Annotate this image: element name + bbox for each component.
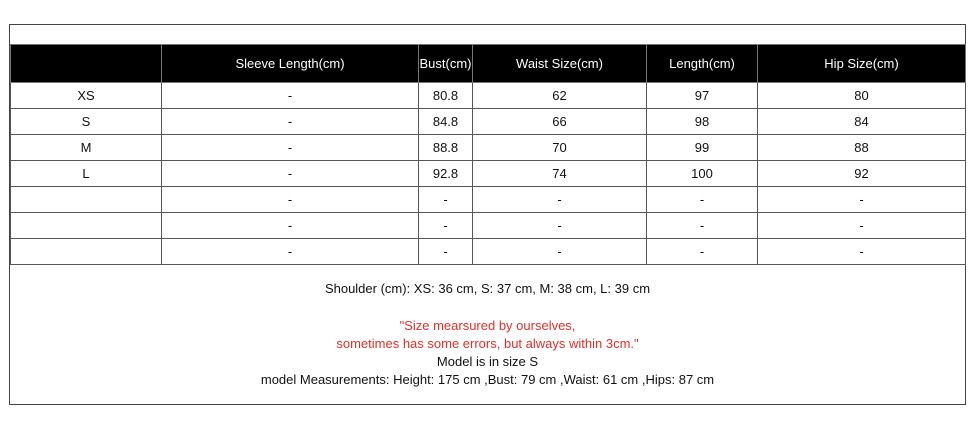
cell-length: 98 <box>647 109 758 135</box>
cell-sleeve-length: - <box>162 213 419 239</box>
table-row <box>11 213 966 239</box>
cell-size: M <box>11 135 162 161</box>
cell-size <box>11 187 162 213</box>
cell-bust: 80.8 <box>419 83 473 109</box>
cell-sleeve-length: - <box>162 161 419 187</box>
table-row <box>11 109 966 135</box>
size-table <box>10 44 966 265</box>
header-hip-size: Hip Size(cm) <box>758 45 966 83</box>
shoulder-measurements: Shoulder (cm): XS: 36 cm, S: 37 cm, M: 38 cm, L: 39 cm <box>324 281 651 296</box>
disclaimer-line-1: "Size mearsured by ourselves, <box>399 318 576 333</box>
cell-bust: 92.8 <box>419 161 473 187</box>
cell-hip-size: - <box>758 239 966 265</box>
header-bust: Bust(cm) <box>419 45 473 83</box>
cell-sleeve-length: - <box>162 135 419 161</box>
cell-length: 97 <box>647 83 758 109</box>
cell-size: S <box>11 109 162 135</box>
cell-waist-size: 66 <box>473 109 647 135</box>
cell-waist-size: - <box>473 213 647 239</box>
cell-length: - <box>647 239 758 265</box>
cell-length: - <box>647 187 758 213</box>
cell-sleeve-length: - <box>162 187 419 213</box>
size-notes <box>10 263 965 389</box>
header-waist-size: Waist Size(cm) <box>473 45 647 83</box>
cell-hip-size: 92 <box>758 161 966 187</box>
cell-hip-size: - <box>758 187 966 213</box>
cell-waist-size: - <box>473 187 647 213</box>
cell-bust: 84.8 <box>419 109 473 135</box>
cell-sleeve-length: - <box>162 83 419 109</box>
cell-waist-size: - <box>473 239 647 265</box>
cell-waist-size: 62 <box>473 83 647 109</box>
model-measurements: model Measurements: Height: 175 cm ,Bust: 79 cm ,Waist: 61 cm ,Hips: 87 cm <box>260 372 715 387</box>
cell-bust: - <box>419 213 473 239</box>
cell-length: 99 <box>647 135 758 161</box>
cell-size <box>11 213 162 239</box>
cell-bust: - <box>419 239 473 265</box>
header-sleeve-length: Sleeve Length(cm) <box>162 45 419 83</box>
cell-waist-size: 74 <box>473 161 647 187</box>
model-size: Model is in size S <box>436 354 539 369</box>
table-row <box>11 239 966 265</box>
table-row <box>11 187 966 213</box>
table-header-row <box>11 45 966 83</box>
disclaimer-line-2: sometimes has some errors, but always within 3cm." <box>336 336 639 351</box>
cell-size: XS <box>11 83 162 109</box>
table-row <box>11 135 966 161</box>
size-chart-frame <box>9 24 966 405</box>
cell-hip-size: - <box>758 213 966 239</box>
cell-bust: 88.8 <box>419 135 473 161</box>
table-row <box>11 83 966 109</box>
cell-sleeve-length: - <box>162 239 419 265</box>
measurement-disclaimer <box>10 317 965 353</box>
cell-length: 100 <box>647 161 758 187</box>
cell-size: L <box>11 161 162 187</box>
cell-sleeve-length: - <box>162 109 419 135</box>
cell-hip-size: 80 <box>758 83 966 109</box>
table-row <box>11 161 966 187</box>
header-size-label <box>11 45 162 83</box>
cell-hip-size: 84 <box>758 109 966 135</box>
header-length: Length(cm) <box>647 45 758 83</box>
cell-bust: - <box>419 187 473 213</box>
cell-hip-size: 88 <box>758 135 966 161</box>
cell-length: - <box>647 213 758 239</box>
cell-size <box>11 239 162 265</box>
cell-waist-size: 70 <box>473 135 647 161</box>
